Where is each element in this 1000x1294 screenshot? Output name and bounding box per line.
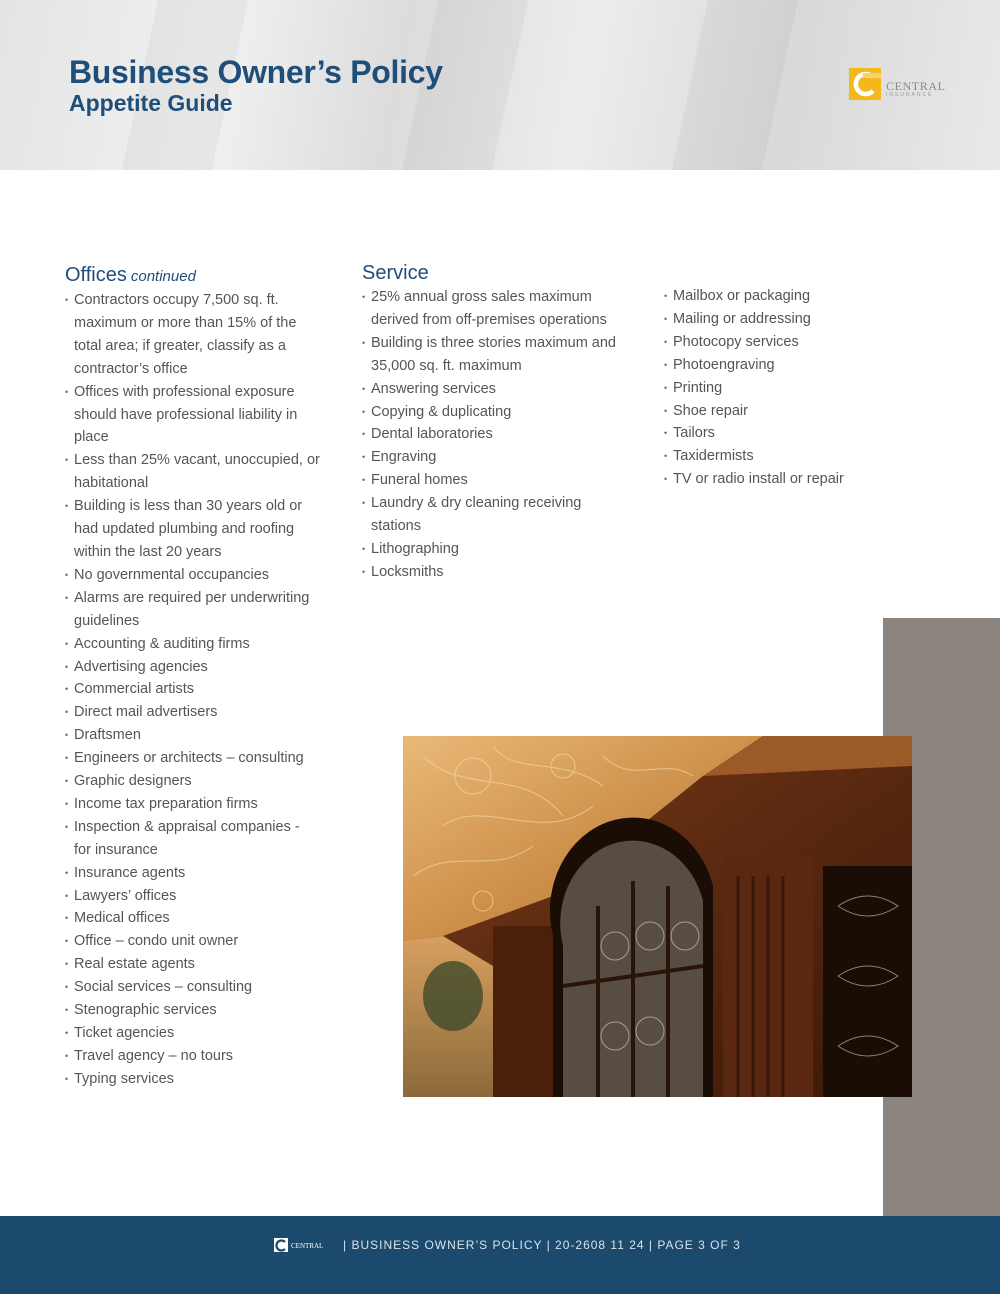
service-list-item: • TV or radio install or repair [664,468,864,491]
offices-heading: Offices continued [65,264,196,286]
offices-list-item: • Inspection & appraisal companies - for insurance [65,816,320,862]
offices-list-item: • Direct mail advertisers [65,701,320,724]
service-list-item: • Answering services [362,378,624,401]
offices-list [65,289,320,1091]
offices-list-item: • Stenographic services [65,999,320,1022]
service-list-item: • Funeral homes [362,469,624,492]
offices-list-item: • Real estate agents [65,953,320,976]
offices-list-item: • No governmental occupancies [65,564,320,587]
service-list [362,286,624,584]
logo-subtext: INSURANCE [886,92,934,98]
service-list-item: • Tailors [664,422,864,445]
offices-list-item: • Travel agency – no tours [65,1045,320,1068]
service-list-item: • Building is three stories maximum and 35,000 sq. ft. maximum [362,332,624,378]
offices-list-item: • Commercial artists [65,678,320,701]
offices-list-item: • Graphic designers [65,770,320,793]
service-list-item: • Engraving [362,446,624,469]
offices-list-item: • Advertising agencies [65,656,320,679]
offices-list-item: • Office – condo unit owner [65,930,320,953]
service-list-continued [664,285,864,491]
central-insurance-logo [849,68,959,100]
offices-list-item: • Building is less than 30 years old or had updated plumbing and roofing within the last 20 years [65,495,320,564]
offices-list-item: • Accounting & auditing firms [65,633,320,656]
offices-list-item: • Alarms are required per underwriting guidelines [65,587,320,633]
photo-illustration [403,736,912,1097]
page-subtitle: Appetite Guide [69,90,233,116]
service-list-item: • Laundry & dry cleaning receiving stations [362,492,624,538]
page-title: Business Owner’s Policy [69,54,443,90]
page-header [0,0,1000,170]
service-list-item: • Mailbox or packaging [664,285,864,308]
service-list-item: • Shoe repair [664,400,864,423]
service-list-item: • Locksmiths [362,561,624,584]
offices-list-item: • Insurance agents [65,862,320,885]
footer-logo-icon [274,1238,334,1254]
service-list-item: • Photocopy services [664,331,864,354]
offices-list-item: • Social services – consulting [65,976,320,999]
central-logo-icon [849,68,881,100]
library-interior-photo [403,736,912,1097]
offices-list-item: • Income tax preparation firms [65,793,320,816]
footer-logo-wordmark: CENTRAL [291,1242,324,1250]
service-list-item: • Photoengraving [664,354,864,377]
service-list-item: • Printing [664,377,864,400]
offices-list-item: • Ticket agencies [65,1022,320,1045]
offices-list-item: • Engineers or architects – consulting [65,747,320,770]
offices-list-item: • Draftsmen [65,724,320,747]
service-list-item: • Dental laboratories [362,423,624,446]
page-footer [0,1216,1000,1294]
service-list-item: • Taxidermists [664,445,864,468]
service-list-item: • 25% annual gross sales maximum derived from off-premises operations [362,286,624,332]
service-heading: Service [362,262,429,284]
header-texture [672,0,798,170]
offices-list-item: • Medical offices [65,907,320,930]
offices-list-item: • Contractors occupy 7,500 sq. ft. maximum or more than 15% of the total area; if greater, classify as a contractor’s office [65,289,320,381]
logo-wordmark: CENTRAL [886,79,946,93]
offices-list-item: • Offices with professional exposure should have professional liability in place [65,381,320,450]
service-list-item: • Lithographing [362,538,624,561]
offices-list-item: • Lawyers’ offices [65,885,320,908]
footer-text: | BUSINESS OWNER’S POLICY | 20-2608 11 24 | PAGE 3 OF 3 [343,1238,741,1252]
offices-list-item: • Less than 25% vacant, unoccupied, or habitational [65,449,320,495]
service-list-item: • Mailing or addressing [664,308,864,331]
service-list-item: • Copying & duplicating [362,401,624,424]
offices-heading-note: continued [130,268,196,285]
offices-list-item: • Typing services [65,1068,320,1091]
